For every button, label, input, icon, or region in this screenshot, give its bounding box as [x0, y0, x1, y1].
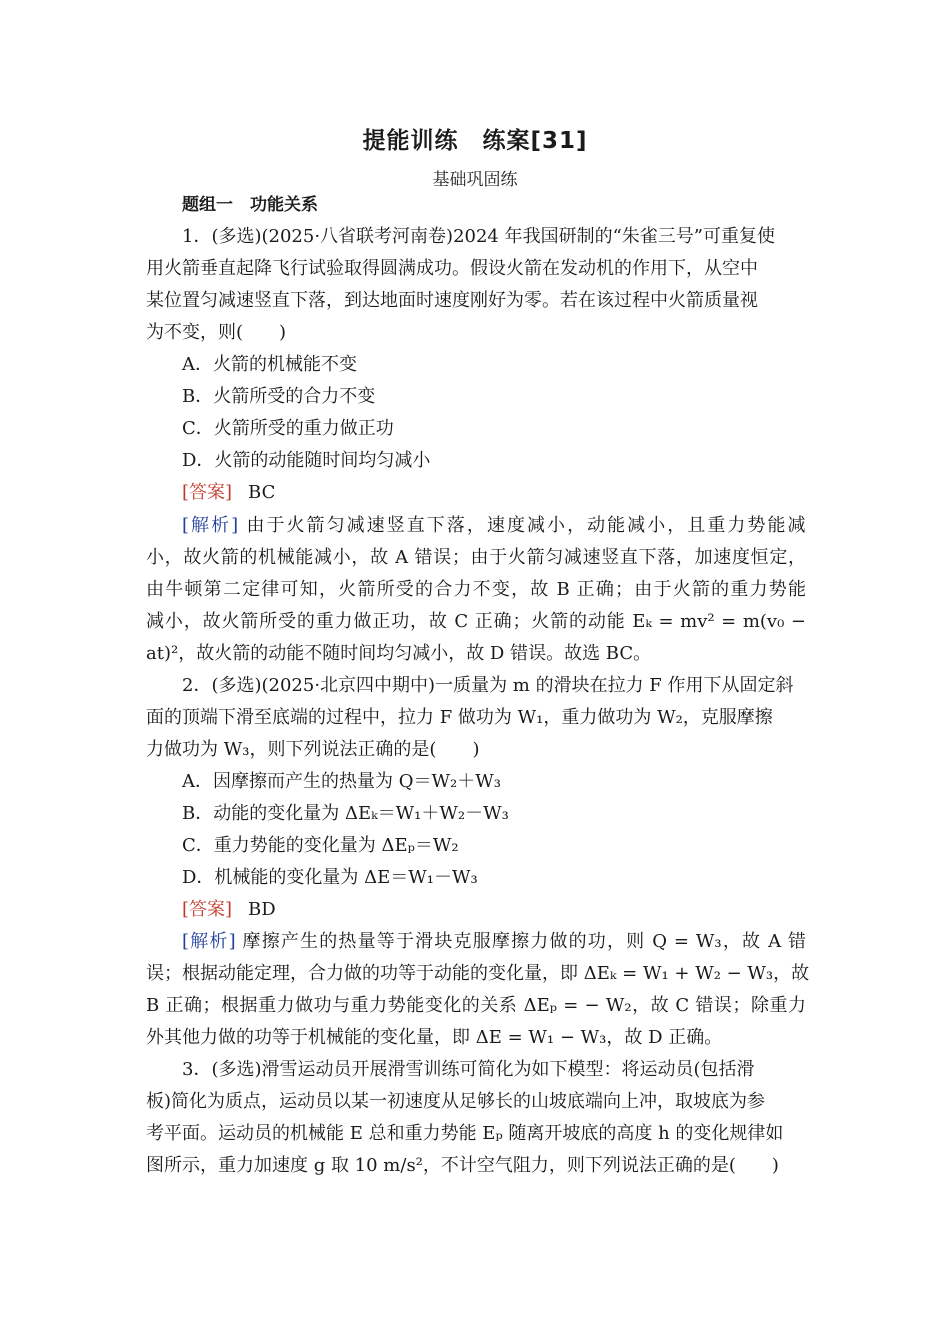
q1-stem-line: 用火箭垂直起降飞行试验取得圆满成功。假设火箭在发动机的作用下，从空中: [146, 258, 758, 279]
q2-stem-line: 面的顶端下滑至底端的过程中，拉力 F 做功为 W₁，重力做功为 W₂，克服摩擦: [146, 707, 773, 728]
page-title: 提能训练 练案[31]: [362, 128, 588, 154]
q2-answer: BD: [248, 899, 276, 920]
q1-option-a: A．火箭的机械能不变: [182, 354, 357, 375]
q1-analysis-line: at)²，故火箭的动能不随时间均匀减小，故 D 错误。故选 BC。: [146, 643, 652, 664]
q2-analysis-row: [182, 931, 806, 953]
answer-tag: [答案]: [182, 899, 233, 920]
q2-analysis-line: 摩擦产生的热量等于滑块克服摩擦力做的功，则 Q = W₃，故 A 错: [242, 931, 806, 952]
q1-stem-line: 某位置匀减速竖直下落，到达地面时速度刚好为零。若在该过程中火箭质量视: [146, 290, 758, 311]
q1-analysis-line: 小，故火箭的机械能减小，故 A 错误；由于火箭匀减速竖直下落，加速度恒定，: [146, 547, 806, 568]
q2-analysis-line: 外其他力做的功等于机械能的变化量，即 ΔE = W₁ − W₃，故 D 正确。: [146, 1027, 723, 1048]
q2-analysis-line: 误；根据动能定理，合力做的功等于动能的变化量，即 ΔEₖ = W₁ + W₂ − W₃，故: [146, 963, 810, 984]
q2-answer-row: [182, 899, 806, 921]
analysis-tag: [解析]: [182, 515, 239, 536]
q1-analysis-row: [182, 515, 806, 537]
q1-analysis-line: 减小，故火箭所受的重力做正功，故 C 正确；火箭的动能 Eₖ = mv² = m(v₀ −: [146, 611, 806, 632]
q1-stem-line: 1．(多选)(2025·八省联考河南卷)2024 年我国研制的“朱雀三号”可重复使: [182, 226, 776, 247]
q2-stem-line: 力做功为 W₃，则下列说法正确的是( ): [146, 739, 480, 760]
q3-stem-line: 板)简化为质点，运动员以某一初速度从足够长的山坡底端向上冲，取坡底为参: [146, 1091, 766, 1112]
q2-option-d: D．机械能的变化量为 ΔE＝W₁－W₃: [182, 867, 478, 888]
q2-option-a: A．因摩擦而产生的热量为 Q＝W₂＋W₃: [182, 771, 501, 792]
analysis-tag: [解析]: [182, 931, 236, 952]
q2-option-b: B．动能的变化量为 ΔEₖ＝W₁＋W₂－W₃: [182, 803, 509, 824]
page-subtitle: 基础巩固练: [432, 170, 518, 190]
q1-answer: BC: [248, 482, 276, 503]
q3-stem-line: 考平面。运动员的机械能 E 总和重力势能 Eₚ 随离开坡底的高度 h 的变化规律如: [146, 1123, 784, 1144]
q1-option-d: D．火箭的动能随时间均匀减小: [182, 450, 431, 471]
q3-stem-line: 3．(多选)滑雪运动员开展滑雪训练可简化为如下模型：将运动员(包括滑: [182, 1059, 755, 1080]
q1-option-c: C．火箭所受的重力做正功: [182, 418, 394, 439]
q2-option-c: C．重力势能的变化量为 ΔEₚ＝W₂: [182, 835, 459, 856]
q1-answer-row: [182, 482, 806, 504]
q1-option-b: B．火箭所受的合力不变: [182, 386, 376, 407]
q1-stem-line: 为不变，则( ): [146, 322, 287, 343]
q1-analysis-line: 由于火箭匀减速竖直下落，速度减小，动能减小，且重力势能减: [246, 515, 806, 536]
group-heading: 题组一 功能关系: [182, 195, 318, 215]
q2-stem-line: 2．(多选)(2025·北京四中期中)一质量为 m 的滑块在拉力 F 作用下从固定斜: [182, 675, 794, 696]
q3-stem-line: 图所示，重力加速度 g 取 10 m/s²，不计空气阻力，则下列说法正确的是( ): [146, 1155, 779, 1176]
q1-analysis-line: 由牛顿第二定律可知，火箭所受的合力不变，故 B 正确；由于火箭的重力势能: [146, 579, 806, 600]
answer-tag: [答案]: [182, 482, 233, 503]
q2-analysis-line: B 正确；根据重力做功与重力势能变化的关系 ΔEₚ = − W₂，故 C 错误；除重力: [146, 995, 806, 1016]
